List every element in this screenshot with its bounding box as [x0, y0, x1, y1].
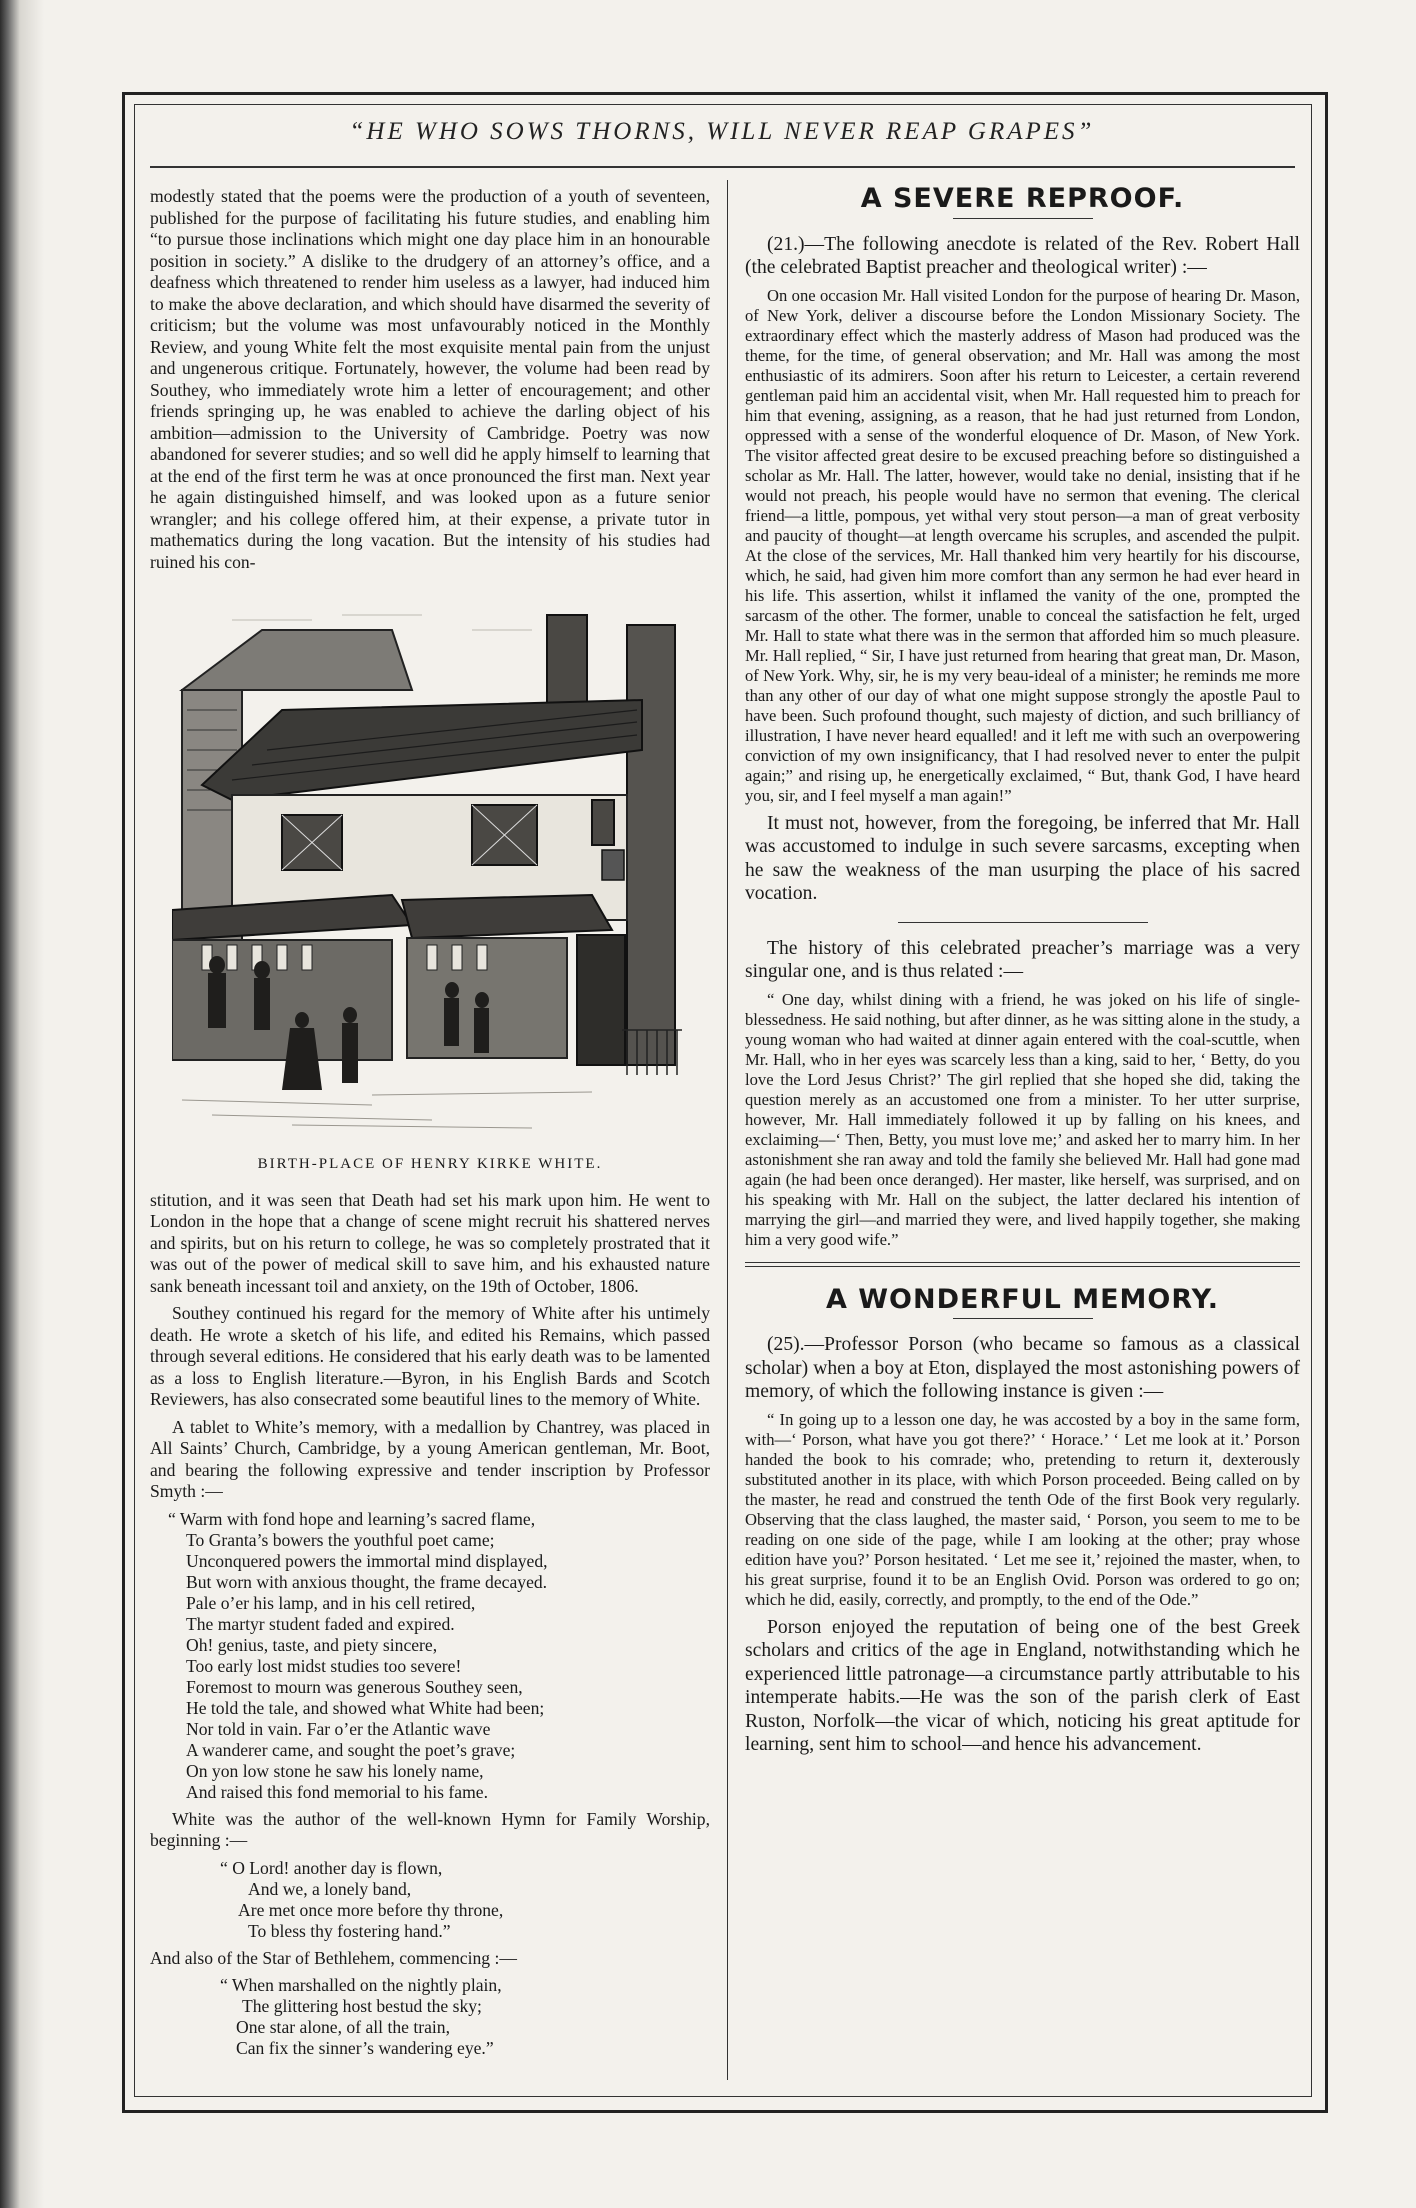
- paragraph-white-biography: modestly stated that the poems were the production of a youth of seventeen, published for the purpose of facilitating his future studies, and enabling him “to pursue those inclinations which might one day place him in an honourable position in society.” A dislike to the drudgery of an attorney’s office, and a deafness which threatened to render him useless as a lawyer, had induced him to make the above declaration, and which should have disarmed the severity of criticism; but the volume was most unfavourably noticed in the Monthly Review, and young White felt the most exquisite mental pain from the unjust and ungenerous critique. Fortunately, however, the volume had been read by Southey, who immediately wrote him a letter of encouragement; and other friends springing up, he was enabled to achieve the darling object of his ambition—admission to the University of Cambridge. Poetry was now abandoned for severer studies; and so well did he apply himself to learning that at the end of the first term he was at once pronounced the first man. Next year he again distinguished himself, and was looked upon as a future senior wrangler; and his college offered him, at their expense, a private tutor in mathematics during the long vacation. But the intensity of his studies had ruined his con-: [150, 186, 710, 572]
- title-rule: [953, 1318, 1093, 1319]
- poem-line: The glittering host bestud the sky;: [242, 1996, 482, 2016]
- story-porson: “ In going up to a lesson one day, he was accosted by a boy in the same form, with—‘ Porson, what have you got there?’ ‘ Horace.’ ‘ Let me look at it.’ Porson handed the book to his comrade; who, pretending to return it, dexterously substituted another in its place, with which Porson proceeded. Being called on by the master, he read and construed the tenth Ode of the first Book very regularly. Observing that the class laughed, the master said, ‘ Porson, you seem to me to be reading on one side of the page, while I am looking at the other; pray whose edition have you?’ Porson hesitated. ‘ Let me see it,’ rejoined the master, when, to his great surprise, found it to be an English Ovid. Porson was ordered to go on; which he did, easily, correctly, and promptly, to the end of the Ode.”: [745, 1409, 1300, 1609]
- story-robert-hall: On one occasion Mr. Hall visited London for the purpose of hearing Dr. Mason, of New York, deliver a discourse before the London Missionary Society. The extraordinary effect which the masterly address of Mason had produced was the theme, for the time, of general observation; and Mr. Hall was among the most enthusiastic of its admirers. Soon after his return to Leicester, a certain reverend gentleman paid him an accidental visit, when Mr. Hall requested him to preach for him that evening, assigning, as a reason, that he had just returned from London, oppressed with a sense of the wonderful eloquence of Dr. Mason, of New York. The visitor affected great desire to be excused preaching before so distinguished a scholar as Mr. Hall. The latter, however, would take no denial, insisting that if he would not preach, his people would have no sermon that evening. The clerical friend—a little, pompous, yet withal very stout person—a man of great verbosity and paucity of thought—at length overcame his scruples, and ascended the pulpit. At the close of the services, Mr. Hall thanked him very heartily for his discourse, which, he said, had given him more comfort than any sermon he had ever heard in his life. This assertion, whilst it inflamed the vanity of the one, prompted the sarcasm of the other. The former, unable to conceal the satisfaction he felt, urged Mr. Hall to state what there was in the sermon that afforded him so much pleasure. Mr. Hall replied, “ Sir, I have just returned from hearing that great man, Dr. Mason, of New York. Why, sir, he is my very beau-ideal of a minister; he reminds me more than any other of our day of what one might suppose strongly the apostle Paul to have been. Such profound thought, such majesty of diction, and such brilliancy of illustration, I have never heard equalled! and it left me with such an overpowering conviction of my own insignificancy, that I had resolved never to enter the pulpit again;” and rising up, he energetically exclaimed, “ But, thank God, I have heard you, sir, and I feel myself a man again!”: [745, 285, 1300, 805]
- poem-line: “ O Lord! another day is flown,: [220, 1857, 443, 1878]
- poem-line: One star alone, of all the train,: [236, 2017, 450, 2037]
- poem-hymn: [150, 1858, 710, 1942]
- poem-line: Unconquered powers the immortal mind displayed,: [186, 1550, 548, 1571]
- paragraph-porson-reputation: Porson enjoyed the reputation of being one of the best Greek scholars and critics of the age in England, notwithstanding which he experienced little patronage—a circumstance partly attributable to his intemperate habits.—He was the son of the parish clerk of East Ruston, Norfolk—the vicar of which, noticing his great aptitude for learning, sent him to school—and hence his advancement.: [745, 1616, 1300, 1755]
- left-column-top: [150, 186, 710, 579]
- column-divider: [727, 180, 728, 2080]
- intro-porson: (25).—Professor Porson (who became so famous as a classical scholar) when a boy at Eton, displayed the most astonishing powers of memory, of which the following instance is given :—: [745, 1334, 1300, 1402]
- intro-robert-hall: (21.)—The following anecdote is related of the Rev. Robert Hall (the celebrated Baptist preacher and theological writer) :—: [745, 233, 1300, 278]
- poem-line: The martyr student faded and expired.: [186, 1613, 455, 1634]
- poem-line: And we, a lonely band,: [248, 1878, 412, 1899]
- poem-line: Are met once more before thy throne,: [238, 1899, 504, 1920]
- paragraph-hymn: White was the author of the well-known Hymn for Family Worship, beginning :—: [150, 1808, 710, 1850]
- header-rule: [150, 166, 1295, 168]
- paragraph-star: And also of the Star of Bethlehem, commencing :—: [150, 1947, 517, 1968]
- paragraph-sarcasm: It must not, however, from the foregoing, be inferred that Mr. Hall was accustomed to indulge in such severe sarcasms, excepting when he saw the weakness of the man usurping the place of his sacred vocation.: [745, 812, 1300, 904]
- running-head: “HE WHO SOWS THORNS, WILL NEVER REAP GRAPES”: [349, 118, 1095, 145]
- poem-line: A wanderer came, and sought the poet’s grave;: [186, 1739, 516, 1760]
- paragraph-tablet: A tablet to White’s memory, with a medallion by Chantrey, was placed in All Saints’ Church, Cambridge, by a young American gentleman, Mr. Boot, and bearing the following expressive and tender inscription by Professor Smyth :—: [150, 1416, 710, 1501]
- poem-line: On yon low stone he saw his lonely name,: [186, 1760, 484, 1781]
- section-rule: [898, 922, 1148, 923]
- paragraph-southey: Southey continued his regard for the memory of White after his untimely death. He wrote a sketch of his life, and edited his Remains, which passed through several editions. He considered that his early death was to be lamented as a loss to English literature.—Byron, in his English Bards and Scotch Reviewers, has also consecrated some beautiful lines to the memory of White.: [150, 1303, 710, 1409]
- title-severe-reproof: A SEVERE REPROOF.: [860, 183, 1185, 214]
- poem-line: “ When marshalled on the nightly plain,: [220, 1975, 502, 1995]
- intro-marriage: The history of this celebrated preacher’s marriage was a very singular one, and is thus related :—: [745, 937, 1300, 982]
- title-rule: [953, 218, 1093, 219]
- left-column-bottom: [150, 1154, 710, 2059]
- poem-star: [150, 1975, 710, 2059]
- poem-line: To bless thy fostering hand.”: [248, 1920, 451, 1941]
- poem-line: Foremost to mourn was generous Southey seen,: [186, 1676, 523, 1697]
- poem-inscription: [150, 1509, 710, 1803]
- section-double-rule: [745, 1262, 1300, 1267]
- poem-line: Pale o’er his lamp, and in his cell retired,: [186, 1592, 476, 1613]
- poem-line: “ Warm with fond hope and learning’s sacred flame,: [168, 1508, 536, 1529]
- illustration-caption: BIRTH-PLACE OF HENRY KIRKE WHITE.: [257, 1156, 603, 1172]
- poem-line: And raised this fond memorial to his fame.: [186, 1781, 488, 1802]
- poem-line: Nor told in vain. Far o’er the Atlantic wave: [186, 1718, 491, 1739]
- poem-line: Oh! genius, taste, and piety sincere,: [186, 1634, 438, 1655]
- poem-line: But worn with anxious thought, the frame decayed.: [186, 1571, 548, 1592]
- birthplace-engraving: [172, 600, 686, 1140]
- paragraph-death: stitution, and it was seen that Death had set his mark upon him. He went to London in the hope that a change of scene might recruit his shattered nerves and spirits, but on his return to college, he was so completely prostrated that it was out of the power of medical skill to save him, and his exhausted nature sank beneath incessant toil and anxiety, on the 19th of October, 1806.: [150, 1189, 710, 1296]
- story-marriage: “ One day, whilst dining with a friend, he was joked on his life of single-blessedness. He said nothing, but after dinner, as he was sitting alone in the study, a young woman who had waited at dinner again entered with the coal-scuttle, when Mr. Hall, who in her eyes was scarcely less than a king, said to her, ‘ Betty, do you love the Lord Jesus Christ?’ The girl replied that she hoped she did, taking the question merely as an accustomed one from a minister. To her utter surprise, however, Mr. Hall immediately followed it up by falling on his knees, and exclaiming—‘ Then, Betty, you must love me;’ and asked her to marry him. In her astonishment she ran away and told the family she believed Mr. Hall had gone mad again (he had been once deranged). Her master, like herself, was surprised, and on his speaking with Mr. Hall on the subject, the latter declared his intention of marrying the girl—and married they were, and lived happily together, she making him a very good wife.”: [745, 989, 1300, 1249]
- scan-edge: [0, 0, 44, 2208]
- poem-line: Can fix the sinner’s wandering eye.”: [236, 2038, 494, 2058]
- right-column: [745, 183, 1300, 1763]
- poem-line: To Granta’s bowers the youthful poet came;: [186, 1529, 495, 1550]
- poem-line: He told the tale, and showed what White had been;: [186, 1697, 545, 1718]
- poem-line: Too early lost midst studies too severe!: [186, 1655, 462, 1676]
- title-wonderful-memory: A WONDERFUL MEMORY.: [825, 1283, 1220, 1315]
